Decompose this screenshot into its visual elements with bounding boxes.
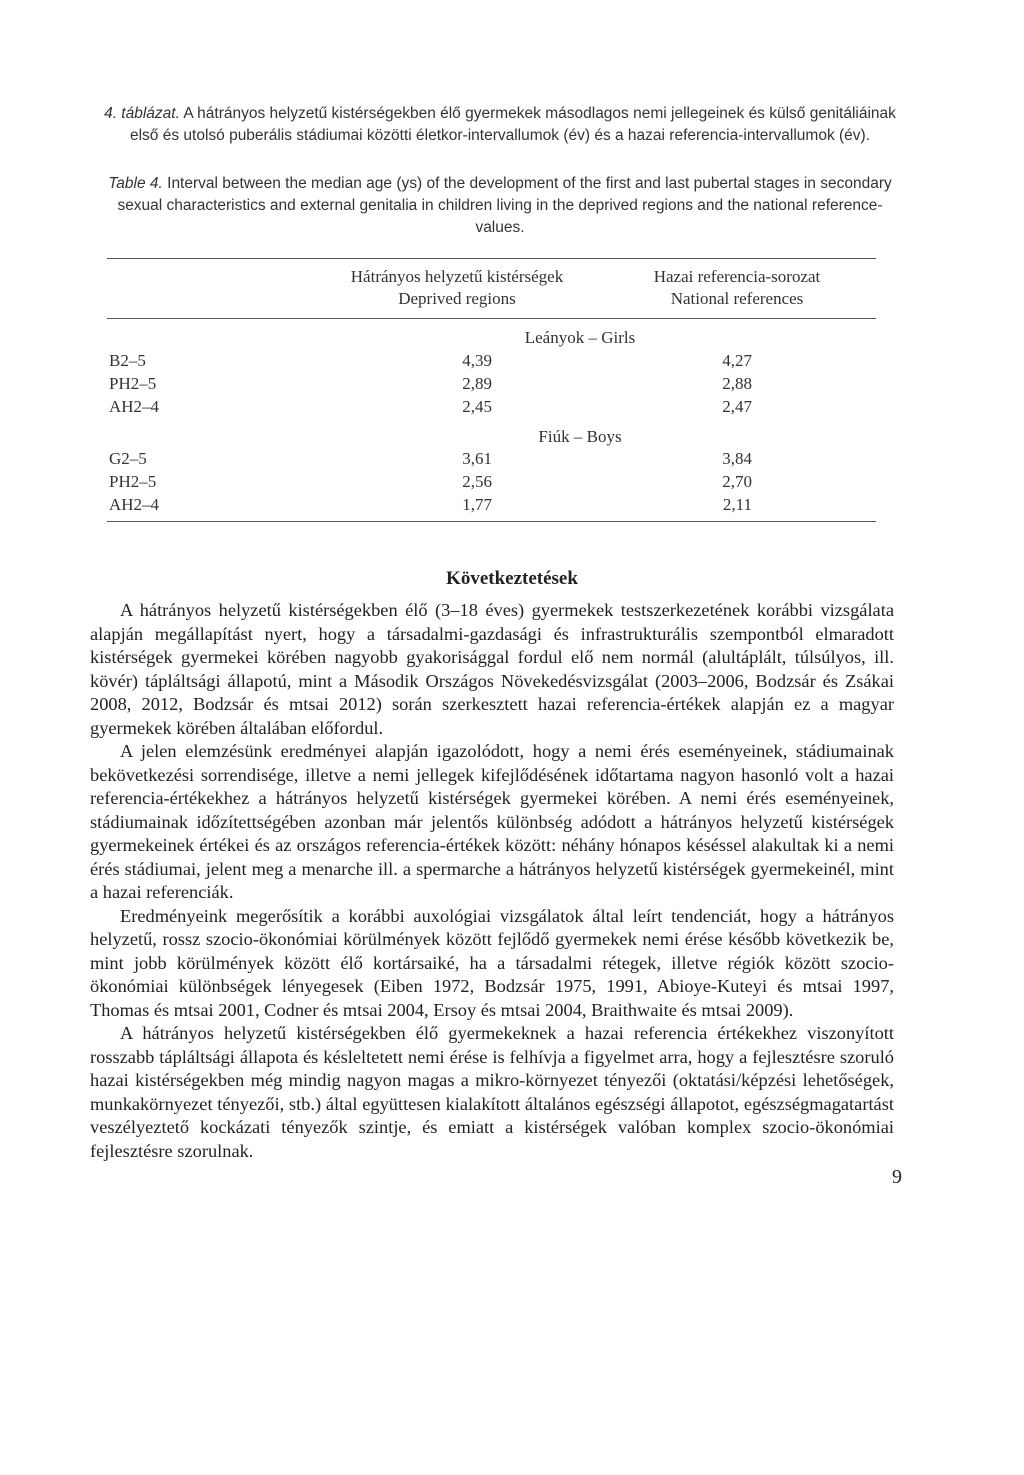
body-paragraph: A hátrányos helyzetű kistérségekben élő (3–18 éves) gyermekek testszerkezetének korábbi vizsgálata alapján megállapítást nyert, hogy a társadalmi-gazdasági és infrastrukturális szempontból elmaradott kistérségek gyermekei körében nagyobb gyakorisággal fordul elő nem normál (alultáplált, túlsúlyos, ill. kövér) tápláltsági állapotú, mint a Második Országos Növekedésvizsgálat (2003–2006, Bodzsár és Zsákai 2008, 2012, Bodzsár és mtsai 2012) során szerkesztett hazai referencia-értékek alapján ez a magyar gyermekek körében általában előfordul. <box>90 600 894 738</box>
cell-national: 2,88 <box>722 374 752 393</box>
body-paragraph: Eredményeink megerősítik a korábbi auxológiai vizsgálatok által leírt tendenciát, hogy a hátrányos helyzetű, rossz szocio-ökonómiai körülmények között fejlődő gyermekek nemi érése később következik be, mint jobb körülmények között élő kortársaiké, ha a társadalmi rétegek, illetve régiók között szocio-ökonómiai különbségek lényegesek (Eiben 1972, Bodzsár 1975, 1991, Abioye-Kuteyi és mtsai 1997, Thomas és mtsai 2001, Codner és mtsai 2004, Ersoy és mtsai 2004, Braithwaite és mtsai 2009). <box>90 905 894 1020</box>
page-number: 9 <box>892 1166 902 1188</box>
group-label-girls: Leányok – Girls <box>524 328 636 347</box>
column-header-deprived-en: Deprived regions <box>398 289 516 308</box>
cell-national: 4,27 <box>722 351 752 370</box>
column-header-deprived-hu: Hátrányos helyzetű kistérségek <box>350 267 564 286</box>
body-paragraph: A jelen elemzésünk eredményei alapján igazolódott, hogy a nemi érés eseményeinek, stádiumainak bekövetkezési sorrendisége, illetve a nemi jellegek kifejlődésének időtartama nagyon hasonló volt a hazai referencia-értékekhez a hátrányos helyzetű kistérségek gyermekei körében. A nemi érés eseményeinek, stádiumainak időzítettségében azonban már jelentős különbség adódott a hátrányos helyzetű kistérségek gyermekeinek értékei és az országos referencia-értékek között: néhány hónapos késéssel alakultak ki a nemi érés stádiumai, jelent meg a menarche ill. a spermarche a hátrányos helyzetű kistérségek gyermekeinél, mint a hazai referenciák. <box>90 741 894 902</box>
table-bottom-rule <box>107 521 876 522</box>
cell-national: 3,84 <box>722 449 752 468</box>
table-header-rule <box>107 318 876 319</box>
column-header-national-hu: Hazai referencia-sorozat <box>653 267 821 286</box>
cell-deprived: 1,77 <box>462 495 492 514</box>
section-body <box>90 599 894 1163</box>
cell-deprived: 2,56 <box>462 472 492 491</box>
cell-deprived: 4,39 <box>462 351 492 370</box>
table-caption-english-text: Interval between the median age (ys) of the development of the first and last pubertal stages in secondary sexual characteristics and external genitalia in children living in the deprived regions and the national reference-values. <box>117 175 892 236</box>
column-header-national-en: National references <box>670 289 804 308</box>
cell-deprived: 3,61 <box>462 449 492 468</box>
table-caption-hungarian-lead: 4. táblázat. <box>104 105 180 122</box>
column-header-deprived <box>297 266 617 310</box>
cell-national: 2,47 <box>722 397 752 416</box>
table-top-rule <box>107 258 876 259</box>
row-label: PH2–5 <box>109 472 157 491</box>
cell-national: 2,11 <box>722 495 752 514</box>
section-heading: Következtetések <box>446 568 578 589</box>
table-caption-english <box>100 173 900 239</box>
table-caption-hungarian <box>100 103 900 147</box>
row-label: AH2–4 <box>109 397 160 416</box>
row-label: PH2–5 <box>109 374 157 393</box>
group-label-boys: Fiúk – Boys <box>538 427 622 446</box>
cell-deprived: 2,89 <box>462 374 492 393</box>
table-caption-hungarian-text: A hátrányos helyzetű kistérségekben élő gyermekek másodlagos nemi jellegeinek és külső genitáliáinak első és utolsó puberális stádiumai közötti életkor-intervallumok (év) és a hazai referencia-intervallumok (év). <box>129 105 896 144</box>
row-label: AH2–4 <box>109 495 160 514</box>
body-paragraph: A hátrányos helyzetű kistérségekben élő gyermekeknek a hazai referencia értékekhez viszonyított rosszabb tápláltsági állapota és késleltetett nemi érése is felhívja a figyelmet arra, hogy a fejlesztésre szoruló hazai kistérségekben még mindig nagyon magas a mikro-környezet tényezői (oktatási/képzési lehetőségek, munkakörnyezet tényezői, stb.) által együttesen kialakított általános egészségi állapotot, egészségmagatartást veszélyeztető kockázati tényezők szintje, és emiatt a kistérségek valóban komplex szocio-ökonómiai fejlesztésre szorulnak. <box>90 1023 894 1161</box>
table-caption-english-lead: Table 4. <box>108 175 163 192</box>
cell-deprived: 2,45 <box>462 397 492 416</box>
row-label: G2–5 <box>109 449 147 468</box>
column-header-national <box>577 266 897 310</box>
row-label: B2–5 <box>109 351 146 370</box>
cell-national: 2,70 <box>722 472 752 491</box>
